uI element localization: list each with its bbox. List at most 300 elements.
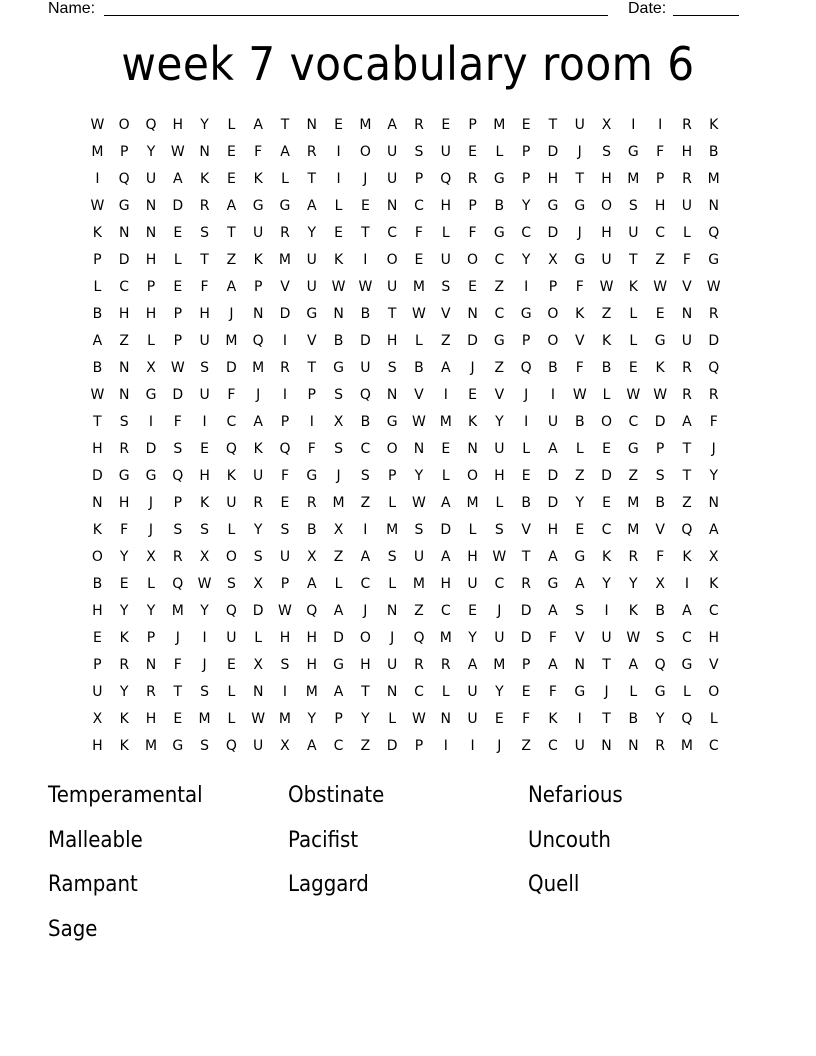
grid-cell[interactable]: U [360, 360, 371, 376]
grid-cell[interactable]: I [550, 387, 556, 403]
grid-cell[interactable]: U [145, 171, 157, 187]
grid-cell[interactable]: F [414, 225, 423, 241]
grid-cell[interactable]: T [602, 657, 611, 673]
grid-cell[interactable]: Q [520, 360, 532, 376]
grid-cell[interactable]: P [93, 657, 102, 673]
grid-cell[interactable]: K [682, 549, 692, 565]
grid-cell[interactable]: R [119, 657, 130, 673]
grid-cell[interactable]: A [440, 495, 451, 511]
grid-cell[interactable]: Q [708, 225, 720, 241]
grid-cell[interactable]: C [628, 414, 639, 430]
grid-cell[interactable]: Z [494, 279, 505, 295]
grid-cell[interactable]: A [306, 576, 317, 592]
grid-cell[interactable]: R [682, 387, 692, 403]
grid-cell[interactable]: R [414, 117, 424, 133]
grid-cell[interactable]: P [146, 630, 156, 646]
grid-cell[interactable]: L [468, 522, 477, 538]
grid-cell[interactable]: O [225, 549, 237, 565]
grid-cell[interactable]: V [682, 279, 692, 295]
grid-cell[interactable]: M [305, 684, 318, 700]
grid-cell[interactable]: F [656, 144, 665, 160]
grid-cell[interactable]: L [281, 171, 289, 187]
grid-cell[interactable]: L [147, 576, 155, 592]
grid-cell[interactable]: N [386, 387, 398, 403]
grid-cell[interactable]: O [467, 468, 479, 484]
grid-cell[interactable]: D [172, 198, 184, 214]
grid-cell[interactable]: T [629, 252, 638, 268]
grid-cell[interactable]: Z [601, 306, 612, 322]
grid-cell[interactable]: M [171, 603, 184, 619]
grid-cell[interactable]: C [655, 225, 666, 241]
grid-cell[interactable]: N [440, 711, 451, 727]
grid-cell[interactable]: N [145, 225, 157, 241]
grid-cell[interactable]: M [493, 657, 506, 673]
grid-cell[interactable]: L [629, 333, 638, 349]
grid-cell[interactable]: C [494, 252, 505, 268]
grid-cell[interactable]: X [253, 576, 263, 592]
grid-cell[interactable]: T [93, 414, 102, 430]
grid-cell[interactable]: E [441, 441, 451, 457]
grid-cell[interactable]: J [363, 171, 368, 187]
grid-cell[interactable]: W [572, 387, 587, 403]
grid-cell[interactable]: G [654, 333, 666, 349]
grid-cell[interactable]: O [359, 144, 371, 160]
grid-cell[interactable]: B [360, 306, 371, 322]
grid-cell[interactable]: Z [360, 495, 371, 511]
grid-cell[interactable]: A [92, 333, 103, 349]
grid-cell[interactable]: S [387, 549, 397, 565]
grid-cell[interactable]: D [172, 387, 184, 403]
grid-cell[interactable]: E [173, 225, 183, 241]
grid-cell[interactable]: S [173, 522, 183, 538]
grid-cell[interactable]: E [92, 630, 102, 646]
grid-cell[interactable]: H [708, 630, 719, 646]
grid-cell[interactable]: G [145, 387, 157, 403]
grid-cell[interactable]: T [280, 117, 290, 133]
grid-cell[interactable]: W [412, 414, 426, 430]
grid-cell[interactable]: R [172, 549, 183, 565]
grid-cell[interactable]: U [199, 333, 210, 349]
grid-cell[interactable]: R [306, 144, 317, 160]
grid-cell[interactable]: W [492, 549, 507, 565]
grid-cell[interactable]: L [629, 684, 638, 700]
grid-cell[interactable]: E [200, 441, 210, 457]
grid-cell[interactable]: P [521, 333, 531, 349]
grid-cell[interactable]: J [577, 144, 582, 160]
grid-cell[interactable]: R [119, 441, 130, 457]
grid-cell[interactable]: E [494, 711, 504, 727]
grid-cell[interactable]: F [280, 468, 289, 484]
grid-cell[interactable]: N [708, 495, 719, 511]
grid-cell[interactable]: N [386, 684, 398, 700]
grid-cell[interactable]: H [118, 306, 130, 322]
grid-cell[interactable]: S [628, 198, 638, 214]
grid-cell[interactable]: N [118, 225, 130, 241]
grid-cell[interactable]: N [467, 441, 478, 457]
grid-cell[interactable]: U [387, 144, 398, 160]
grid-cell[interactable]: X [548, 252, 558, 268]
grid-cell[interactable]: U [413, 549, 425, 565]
grid-cell[interactable]: D [118, 252, 130, 268]
grid-cell[interactable]: H [360, 657, 371, 673]
grid-cell[interactable]: D [252, 603, 264, 619]
grid-cell[interactable]: A [708, 522, 719, 538]
grid-cell[interactable]: O [708, 684, 720, 700]
grid-cell[interactable]: B [548, 360, 558, 376]
grid-cell[interactable]: D [145, 441, 157, 457]
grid-cell[interactable]: P [173, 306, 183, 322]
grid-cell[interactable]: K [628, 279, 638, 295]
grid-cell[interactable]: B [601, 360, 612, 376]
grid-cell[interactable]: R [521, 576, 532, 592]
grid-cell[interactable]: U [92, 684, 103, 700]
grid-cell[interactable]: B [708, 144, 719, 160]
grid-cell[interactable]: D [601, 468, 612, 484]
grid-cell[interactable]: I [282, 387, 288, 403]
grid-cell[interactable]: C [226, 414, 237, 430]
grid-cell[interactable]: P [173, 333, 183, 349]
grid-cell[interactable]: A [548, 603, 558, 619]
grid-cell[interactable]: H [92, 738, 103, 754]
grid-cell[interactable]: U [547, 414, 559, 430]
grid-cell[interactable]: E [173, 711, 183, 727]
grid-cell[interactable]: Y [521, 252, 531, 268]
grid-cell[interactable]: R [708, 306, 719, 322]
grid-cell[interactable]: V [306, 333, 317, 349]
grid-cell[interactable]: M [627, 522, 640, 538]
grid-cell[interactable]: Y [146, 603, 156, 619]
grid-cell[interactable]: R [280, 225, 290, 241]
grid-cell[interactable]: A [280, 144, 290, 160]
grid-cell[interactable]: S [200, 522, 210, 538]
grid-cell[interactable]: T [227, 225, 236, 241]
grid-cell[interactable]: S [119, 414, 129, 430]
grid-cell[interactable]: A [467, 657, 478, 673]
grid-cell[interactable]: U [253, 225, 264, 241]
grid-cell[interactable]: J [148, 522, 154, 538]
grid-cell[interactable]: P [521, 171, 531, 187]
grid-cell[interactable]: Y [253, 522, 263, 538]
grid-cell[interactable]: H [306, 630, 318, 646]
grid-cell[interactable]: G [333, 657, 344, 673]
grid-cell[interactable]: C [387, 225, 398, 241]
grid-cell[interactable]: A [226, 279, 237, 295]
grid-cell[interactable]: J [363, 603, 368, 619]
grid-cell[interactable]: W [197, 576, 212, 592]
grid-cell[interactable]: D [359, 333, 371, 349]
grid-cell[interactable]: S [334, 387, 344, 403]
grid-cell[interactable]: U [601, 630, 612, 646]
grid-cell[interactable]: V [708, 657, 719, 673]
grid-cell[interactable]: X [146, 549, 156, 565]
grid-cell[interactable]: W [599, 279, 614, 295]
grid-cell[interactable]: C [521, 225, 532, 241]
grid-cell[interactable]: H [199, 468, 210, 484]
grid-cell[interactable]: I [202, 414, 207, 430]
grid-cell[interactable]: O [547, 306, 559, 322]
grid-cell[interactable]: T [307, 171, 317, 187]
grid-cell[interactable]: W [358, 279, 373, 295]
grid-cell[interactable]: K [709, 117, 719, 133]
grid-cell[interactable]: C [682, 630, 692, 646]
grid-cell[interactable]: L [629, 306, 638, 322]
grid-cell[interactable]: Y [468, 630, 477, 646]
grid-cell[interactable]: L [522, 441, 531, 457]
grid-cell[interactable]: G [493, 225, 505, 241]
grid-cell[interactable]: F [548, 684, 557, 700]
grid-cell[interactable]: S [602, 144, 611, 160]
grid-cell[interactable]: X [146, 360, 156, 376]
grid-cell[interactable]: I [363, 252, 368, 268]
grid-cell[interactable]: T [387, 306, 397, 322]
grid-cell[interactable]: W [626, 387, 641, 403]
grid-cell[interactable]: E [628, 360, 638, 376]
grid-cell[interactable]: H [306, 657, 318, 673]
grid-cell[interactable]: G [547, 576, 559, 592]
grid-cell[interactable]: N [92, 495, 103, 511]
grid-cell[interactable]: K [199, 495, 210, 511]
grid-cell[interactable]: Q [279, 441, 291, 457]
grid-cell[interactable]: E [575, 522, 585, 538]
grid-cell[interactable]: S [200, 684, 210, 700]
grid-cell[interactable]: H [279, 630, 291, 646]
grid-cell[interactable]: H [601, 225, 612, 241]
grid-cell[interactable]: K [709, 576, 719, 592]
grid-cell[interactable]: O [118, 117, 130, 133]
grid-cell[interactable]: Q [681, 522, 693, 538]
grid-cell[interactable]: X [655, 576, 665, 592]
grid-cell[interactable]: D [225, 360, 237, 376]
grid-cell[interactable]: Y [414, 468, 424, 484]
grid-cell[interactable]: H [547, 522, 559, 538]
grid-cell[interactable]: C [414, 198, 424, 214]
grid-cell[interactable]: M [627, 171, 640, 187]
grid-cell[interactable]: V [414, 387, 424, 403]
grid-cell[interactable]: D [386, 738, 398, 754]
grid-cell[interactable]: Y [200, 117, 209, 133]
grid-cell[interactable]: I [604, 603, 609, 619]
grid-cell[interactable]: J [229, 306, 234, 322]
grid-cell[interactable]: E [226, 144, 236, 160]
grid-cell[interactable]: B [628, 711, 639, 727]
grid-cell[interactable]: E [334, 117, 343, 133]
grid-cell[interactable]: O [91, 549, 103, 565]
grid-cell[interactable]: G [118, 468, 130, 484]
grid-cell[interactable]: F [468, 225, 477, 241]
grid-cell[interactable]: L [388, 711, 397, 727]
grid-cell[interactable]: Z [628, 468, 639, 484]
grid-cell[interactable]: W [90, 387, 105, 403]
grid-cell[interactable]: A [333, 684, 344, 700]
grid-cell[interactable]: T [521, 549, 531, 565]
grid-cell[interactable]: O [386, 252, 398, 268]
grid-cell[interactable]: W [331, 279, 346, 295]
grid-cell[interactable]: L [441, 468, 450, 484]
grid-cell[interactable]: A [306, 198, 317, 214]
grid-cell[interactable]: L [441, 684, 450, 700]
grid-cell[interactable]: V [440, 306, 451, 322]
grid-cell[interactable]: K [575, 306, 585, 322]
grid-cell[interactable]: D [654, 414, 666, 430]
grid-cell[interactable]: J [148, 495, 154, 511]
grid-cell[interactable]: V [574, 333, 585, 349]
grid-cell[interactable]: A [253, 414, 263, 430]
grid-cell[interactable]: W [90, 117, 105, 133]
grid-cell[interactable]: H [681, 144, 693, 160]
grid-cell[interactable]: Y [200, 603, 209, 619]
grid-cell[interactable]: U [574, 738, 585, 754]
grid-cell[interactable]: L [683, 684, 691, 700]
grid-cell[interactable]: I [684, 576, 689, 592]
grid-cell[interactable]: A [440, 360, 451, 376]
grid-cell[interactable]: N [145, 198, 157, 214]
grid-cell[interactable]: P [414, 171, 424, 187]
grid-cell[interactable]: D [279, 306, 291, 322]
grid-cell[interactable]: R [628, 549, 639, 565]
grid-cell[interactable]: U [494, 441, 505, 457]
grid-cell[interactable]: E [334, 225, 343, 241]
grid-cell[interactable]: A [548, 657, 558, 673]
grid-cell[interactable]: M [466, 495, 479, 511]
grid-cell[interactable]: G [574, 549, 586, 565]
grid-cell[interactable]: G [574, 198, 586, 214]
grid-cell[interactable]: R [440, 657, 451, 673]
grid-cell[interactable]: Y [629, 576, 638, 592]
grid-cell[interactable]: N [199, 144, 210, 160]
grid-cell[interactable]: O [601, 198, 613, 214]
grid-cell[interactable]: E [280, 495, 290, 511]
grid-cell[interactable]: U [440, 144, 451, 160]
grid-cell[interactable]: C [360, 576, 371, 592]
grid-cell[interactable]: W [626, 630, 641, 646]
grid-cell[interactable]: U [440, 252, 451, 268]
grid-cell[interactable]: Y [119, 684, 129, 700]
grid-cell[interactable]: X [601, 117, 612, 133]
grid-cell[interactable]: Q [252, 333, 264, 349]
grid-cell[interactable]: U [574, 117, 585, 133]
grid-cell[interactable]: Z [682, 495, 692, 511]
grid-cell[interactable]: E [602, 441, 611, 457]
grid-cell[interactable]: Y [361, 711, 370, 727]
grid-cell[interactable]: T [682, 441, 692, 457]
grid-cell[interactable]: S [200, 738, 210, 754]
grid-cell[interactable]: G [654, 684, 666, 700]
grid-cell[interactable]: E [360, 198, 370, 214]
grid-cell[interactable]: W [90, 198, 105, 214]
grid-cell[interactable]: H [547, 171, 559, 187]
grid-cell[interactable]: U [306, 252, 317, 268]
grid-cell[interactable]: A [173, 171, 183, 187]
grid-cell[interactable]: B [414, 360, 424, 376]
grid-cell[interactable]: F [307, 441, 316, 457]
grid-cell[interactable]: Q [225, 603, 237, 619]
grid-cell[interactable]: B [333, 333, 344, 349]
grid-cell[interactable]: A [682, 603, 692, 619]
grid-cell[interactable]: H [386, 333, 398, 349]
grid-cell[interactable]: K [548, 711, 558, 727]
grid-cell[interactable]: K [92, 225, 102, 241]
grid-cell[interactable]: S [200, 225, 210, 241]
grid-cell[interactable]: U [199, 387, 210, 403]
grid-cell[interactable]: U [387, 279, 398, 295]
grid-cell[interactable]: A [548, 549, 558, 565]
grid-cell[interactable]: W [170, 144, 185, 160]
grid-cell[interactable]: N [708, 198, 719, 214]
grid-cell[interactable]: P [146, 279, 156, 295]
grid-cell[interactable]: Z [574, 468, 585, 484]
grid-cell[interactable]: E [441, 117, 451, 133]
grid-cell[interactable]: Q [172, 468, 184, 484]
grid-cell[interactable]: X [92, 711, 103, 727]
grid-cell[interactable]: S [200, 360, 210, 376]
grid-cell[interactable]: P [253, 279, 263, 295]
grid-cell[interactable]: N [601, 738, 612, 754]
grid-cell[interactable]: G [333, 360, 344, 376]
grid-cell[interactable]: R [655, 738, 665, 754]
grid-cell[interactable]: U [279, 549, 291, 565]
grid-cell[interactable]: F [522, 711, 531, 727]
grid-cell[interactable]: G [306, 468, 318, 484]
grid-cell[interactable]: S [441, 279, 451, 295]
grid-cell[interactable]: R [280, 360, 290, 376]
grid-cell[interactable]: A [682, 414, 692, 430]
grid-cell[interactable]: L [388, 576, 397, 592]
grid-cell[interactable]: V [280, 279, 290, 295]
grid-cell[interactable]: P [655, 441, 665, 457]
grid-cell[interactable]: E [468, 387, 477, 403]
grid-cell[interactable]: I [443, 738, 448, 754]
grid-cell[interactable]: Z [226, 252, 237, 268]
grid-cell[interactable]: G [520, 306, 532, 322]
grid-cell[interactable]: U [387, 171, 398, 187]
grid-cell[interactable]: K [601, 549, 612, 565]
grid-cell[interactable]: P [468, 198, 477, 214]
grid-cell[interactable]: S [655, 468, 665, 484]
grid-cell[interactable]: M [439, 414, 452, 430]
grid-cell[interactable]: K [119, 738, 129, 754]
grid-cell[interactable]: D [520, 630, 532, 646]
grid-cell[interactable]: M [278, 711, 292, 727]
grid-cell[interactable]: N [333, 306, 344, 322]
grid-cell[interactable]: U [467, 711, 478, 727]
grid-cell[interactable]: L [602, 387, 611, 403]
grid-cell[interactable]: O [359, 630, 371, 646]
grid-cell[interactable]: M [707, 171, 720, 187]
grid-cell[interactable]: J [390, 630, 395, 646]
name-field[interactable] [104, 15, 608, 16]
grid-cell[interactable]: Q [225, 441, 237, 457]
grid-cell[interactable]: N [681, 306, 693, 322]
grid-cell[interactable]: Q [654, 657, 666, 673]
grid-cell[interactable]: S [655, 630, 665, 646]
grid-cell[interactable]: G [118, 198, 130, 214]
grid-cell[interactable]: L [709, 711, 718, 727]
grid-cell[interactable]: H [494, 468, 505, 484]
grid-cell[interactable]: F [120, 522, 129, 538]
grid-cell[interactable]: C [333, 738, 344, 754]
grid-cell[interactable]: N [118, 360, 130, 376]
grid-cell[interactable]: Y [307, 711, 317, 727]
grid-cell[interactable]: A [360, 549, 371, 565]
grid-cell[interactable]: C [708, 603, 719, 619]
grid-cell[interactable]: W [653, 279, 668, 295]
grid-cell[interactable]: N [467, 306, 478, 322]
grid-cell[interactable]: N [306, 117, 318, 133]
grid-cell[interactable]: J [336, 468, 341, 484]
grid-cell[interactable]: G [493, 171, 505, 187]
grid-cell[interactable]: L [254, 630, 263, 646]
grid-cell[interactable]: J [524, 387, 529, 403]
